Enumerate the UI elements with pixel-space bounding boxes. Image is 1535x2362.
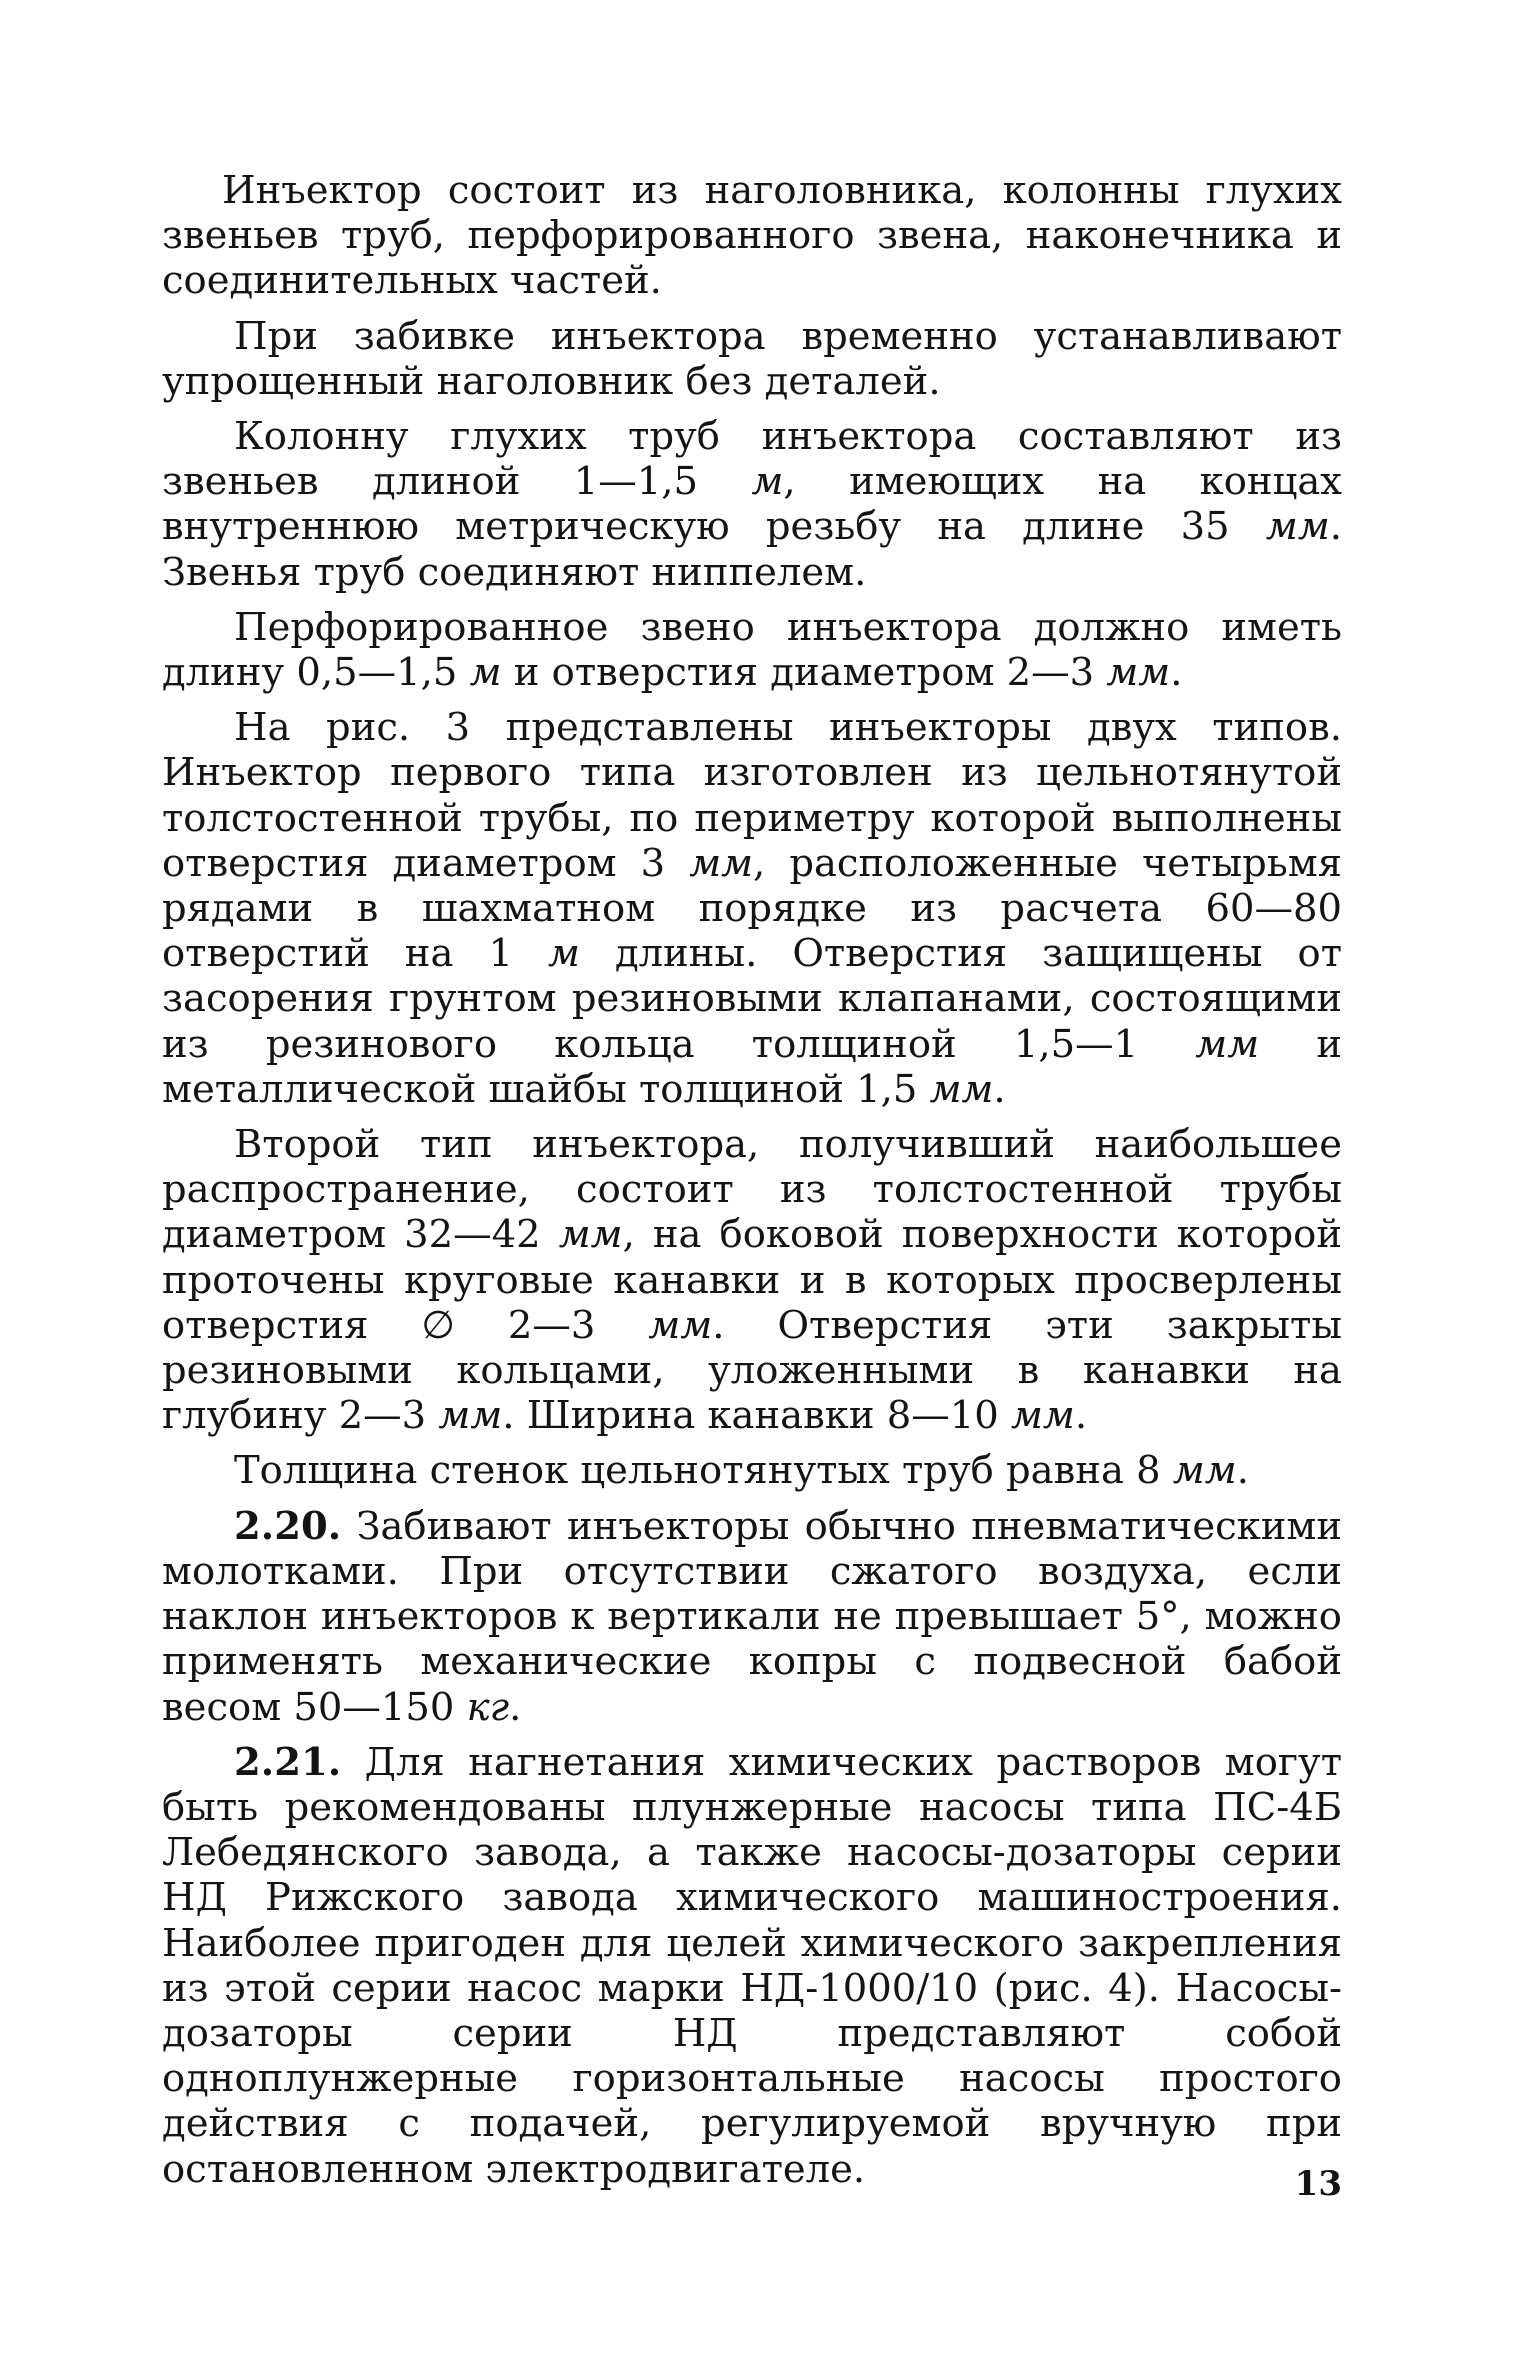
page-number: 13 <box>1294 2164 1342 2204</box>
section-number: 2.21. <box>234 1739 342 1785</box>
section-number: 2.20. <box>234 1503 342 1549</box>
paragraph-wall-thickness: Толщина стенок цельнотянутых труб равна 8 мм. <box>234 1448 1249 1494</box>
page-body <box>162 168 1342 2202</box>
paragraph-driving-head: При забивке инъектора временно устанавливают упрощенный наголовник без деталей. <box>162 313 1342 404</box>
paragraph-section-2-20: 2.20. Забивают инъекторы обычно пневматическими молотками. При отсутствии сжатого воздуха, если наклон инъекторов к вертикали не превышает 5°, можно применять механические копры с подвесной бабой весом 50—150 кг. <box>162 1503 1342 1730</box>
paragraph-section-2-21: 2.21. Для нагнетания химических растворов могут быть рекомендованы плунжерные насосы типа ПС-4Б Лебедянского завода, а также насосы-дозаторы серии НД Рижского завода химического машиностроения. Наиболее пригоден для целей химического закрепления из этой серии насос марки НД-1000/10 (рис. 4). Насосы-дозаторы серии НД представляют собой одноплунжерные горизонтальные насосы простого действия с подачей, регулируемой вручную при остановленном электродвигателе. <box>162 1739 1342 2192</box>
paragraph-blind-pipes: Колонну глухих труб инъектора составляют из звеньев длиной 1—1,5 м, имеющих на концах внутреннюю метрическую резьбу на длине 35 мм. Звенья труб соединяют ниппелем. <box>162 414 1342 595</box>
paragraph-injector-types: На рис. 3 представлены инъекторы двух типов. Инъектор первого типа изготовлен из цельнотянутой толстостенной трубы, по периметру которой выполнены отверстия диаметром 3 мм, расположенные четырьмя рядами в шахматном порядке из расчета 60—80 отверстий на 1 м длины. Отверстия защищены от засорения грунтом резиновыми клапанами, состоящими из резинового кольца толщиной 1,5—1 мм и металлической шайбы толщиной 1,5 мм. <box>162 705 1342 1112</box>
paragraph-injector-composition: Инъектор состоит из наголовника, колонны глухих звеньев труб, перфорированного звена, наконечника и соединительных частей. <box>162 168 1342 304</box>
paragraph-perforated-link: Перфорированное звено инъектора должно иметь длину 0,5—1,5 м и отверстия диаметром 2—3 мм. <box>162 604 1342 696</box>
paragraph-second-type: Второй тип инъектора, получивший наибольшее распространение, состоит из толстостенной трубы диаметром 32—42 мм, на боковой поверхности которой проточены круговые канавки и в которых просверлены отверстия ∅ 2—3 мм. Отверстия эти закрыты резиновыми кольцами, уложенными в канавки на глубину 2—3 мм. Ширина канавки 8—10 мм. <box>162 1122 1343 1439</box>
